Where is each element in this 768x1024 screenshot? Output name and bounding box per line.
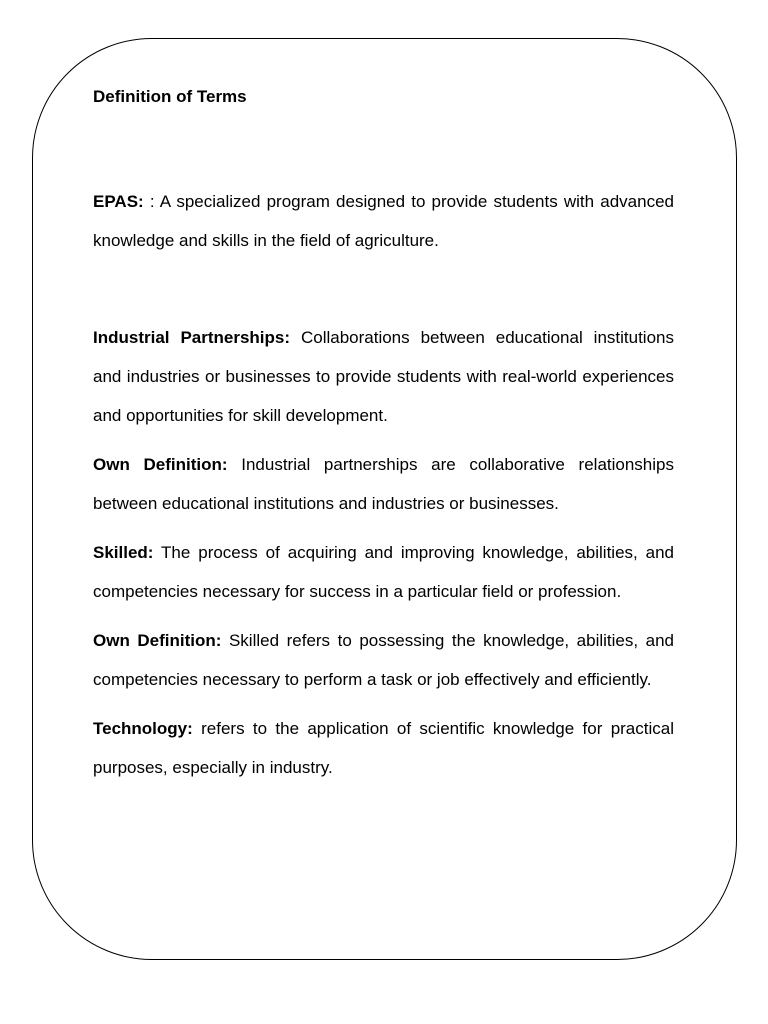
term-label: Industrial Partnerships: — [93, 328, 291, 347]
document-content — [93, 84, 674, 787]
term-label: Skilled: — [93, 543, 154, 562]
definition-skilled — [93, 533, 674, 611]
own-definition-skilled — [93, 621, 674, 699]
own-definition-industrial-partnerships — [93, 445, 674, 523]
term-label: Own Definition: — [93, 455, 228, 474]
definition-industrial-partnerships — [93, 318, 674, 435]
page-title: Definition of Terms — [93, 87, 247, 106]
term-label: Own Definition: — [93, 631, 222, 650]
term-label: EPAS: — [93, 192, 144, 211]
term-label: Technology: — [93, 719, 193, 738]
definition-text: The process of acquiring and improving knowledge, abilities, and competencies necessary for success in a particular field or profession. — [93, 543, 674, 601]
definition-text: Collaborations between educational institutions and industries or businesses to provide students with real-world experiences and opportunities for skill development. — [93, 328, 674, 425]
definition-text: Industrial partnerships are collaborative relationships between educational institutions and industries or businesses. — [93, 455, 674, 513]
definition-text: refers to the application of scientific knowledge for practical purposes, especially in industry. — [93, 719, 674, 777]
definition-text: Skilled refers to possessing the knowledge, abilities, and competencies necessary to perform a task or job effectively and efficiently. — [93, 631, 674, 689]
definition-text: : A specialized program designed to provide students with advanced knowledge and skills in the field of agriculture. — [93, 192, 674, 250]
definition-technology — [93, 709, 674, 787]
definition-epas — [93, 182, 674, 260]
